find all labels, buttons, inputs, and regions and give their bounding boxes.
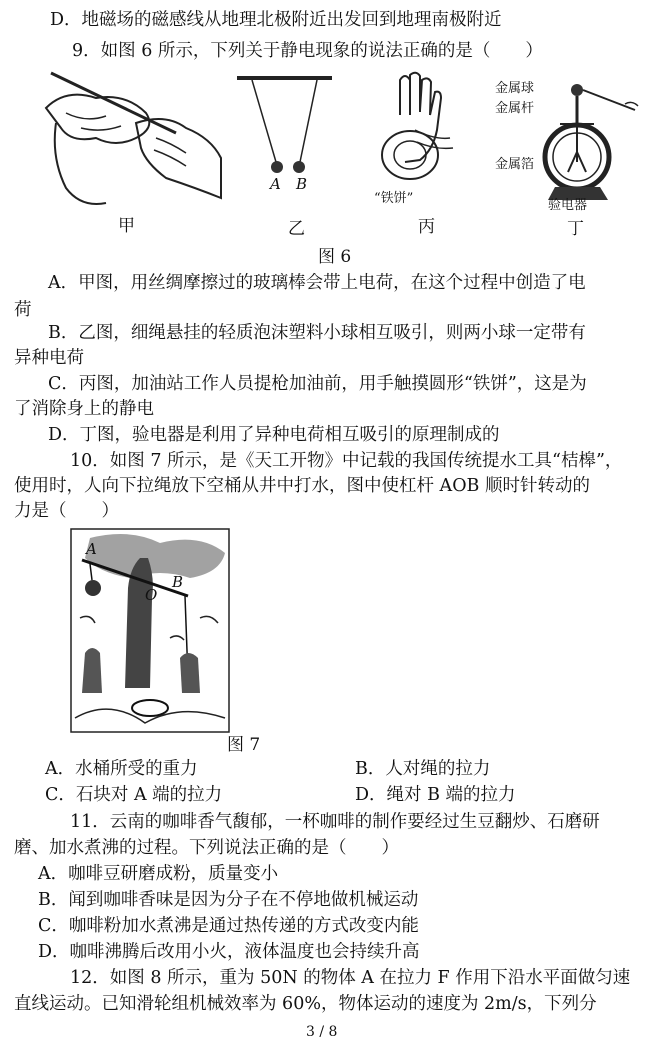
q9-option-a-line2: 荷 [14, 300, 32, 320]
q9-option-c-line1: C．丙图，加油站工作人员提枪加油前，用手触摸圆形“铁饼”，这是为 [48, 374, 587, 394]
q11-stem-line1: 11．云南的咖啡香气馥郁，一杯咖啡的制作要经过生豆翻炒、石磨研 [70, 812, 600, 832]
label-jia: 甲 [118, 216, 135, 236]
q9-option-b-line2: 异种电荷 [14, 348, 84, 368]
q10-stem-line3: 力是（ ） [14, 501, 119, 521]
label-metal-foil: 金属箔 [495, 157, 535, 172]
q10-option-b: B．人对绳的拉力 [355, 759, 491, 779]
label-b: B [172, 573, 184, 591]
label-ding: 丁 [567, 219, 584, 239]
figure-6-jia [36, 68, 226, 218]
q9-option-d: D．丁图，验电器是利用了异种电荷相互吸引的原理制成的 [48, 425, 500, 445]
q12-stem-line2: 直线运动。已知滑轮组机械效率为 60%，物体运动的速度为 2m/s，下列分 [14, 994, 597, 1014]
q10-option-d: D．绳对 B 端的拉力 [355, 785, 516, 805]
label-a: A [86, 540, 97, 558]
figure-6-ding [530, 72, 645, 212]
q9-option-c-line2: 了消除身上的静电 [14, 399, 154, 419]
figure-6-caption: 图 6 [318, 247, 352, 267]
figure-7-jiegao [70, 528, 230, 733]
label-tiebing: “铁饼” [374, 191, 414, 206]
q11-option-b: B．闻到咖啡香味是因为分子在不停地做机械运动 [38, 890, 419, 910]
q9-stem: 9．如图 6 所示，下列关于静电现象的说法正确的是（ ） [72, 41, 543, 61]
label-yi: 乙 [288, 219, 305, 239]
q11-option-d: D．咖啡沸腾后改用小火，液体温度也会持续升高 [38, 942, 420, 962]
label-ball-b: B [296, 175, 308, 193]
q10-stem-line1: 10．如图 7 所示，是《天工开物》中记载的我国传统提水工具“桔槔”， [70, 451, 623, 471]
q9-option-a-line1: A．甲图，用丝绸摩擦过的玻璃棒会带上电荷，在这个过程中创造了电 [48, 273, 586, 293]
label-electroscope: 验电器 [548, 198, 588, 213]
figure-7-caption: 图 7 [227, 735, 261, 755]
figure-6-yi [232, 72, 337, 197]
q9-option-b-line1: B．乙图，细绳悬挂的轻质泡沫塑料小球相互吸引，则两小球一定带有 [48, 323, 586, 343]
label-bing: 丙 [418, 217, 435, 237]
prev-option-d: D．地磁场的磁感线从地理北极附近出发回到地理南极附近 [50, 10, 502, 30]
label-ball-a: A [270, 175, 281, 193]
q11-option-a: A．咖啡豆研磨成粉，质量变小 [38, 864, 279, 884]
q10-option-a: A．水桶所受的重力 [45, 759, 198, 779]
q10-stem-line2: 使用时，人向下拉绳放下空桶从井中打水，图中使杠杆 AOB 顺时针转动的 [14, 476, 590, 496]
label-metal-rod: 金属杆 [495, 101, 535, 116]
q12-stem-line1: 12．如图 8 所示，重为 50N 的物体 A 在拉力 F 作用下沿水平面做匀速 [70, 968, 631, 988]
label-o: O [145, 586, 158, 604]
q11-stem-line2: 磨、加水煮沸的过程。下列说法正确的是（ ） [14, 838, 399, 858]
q10-option-c: C．石块对 A 端的拉力 [45, 785, 223, 805]
page-number: 3 / 8 [306, 1024, 338, 1040]
label-metal-ball: 金属球 [495, 81, 535, 96]
q11-option-c: C．咖啡粉加水煮沸是通过热传递的方式改变内能 [38, 916, 419, 936]
figure-6-bing [375, 70, 470, 185]
